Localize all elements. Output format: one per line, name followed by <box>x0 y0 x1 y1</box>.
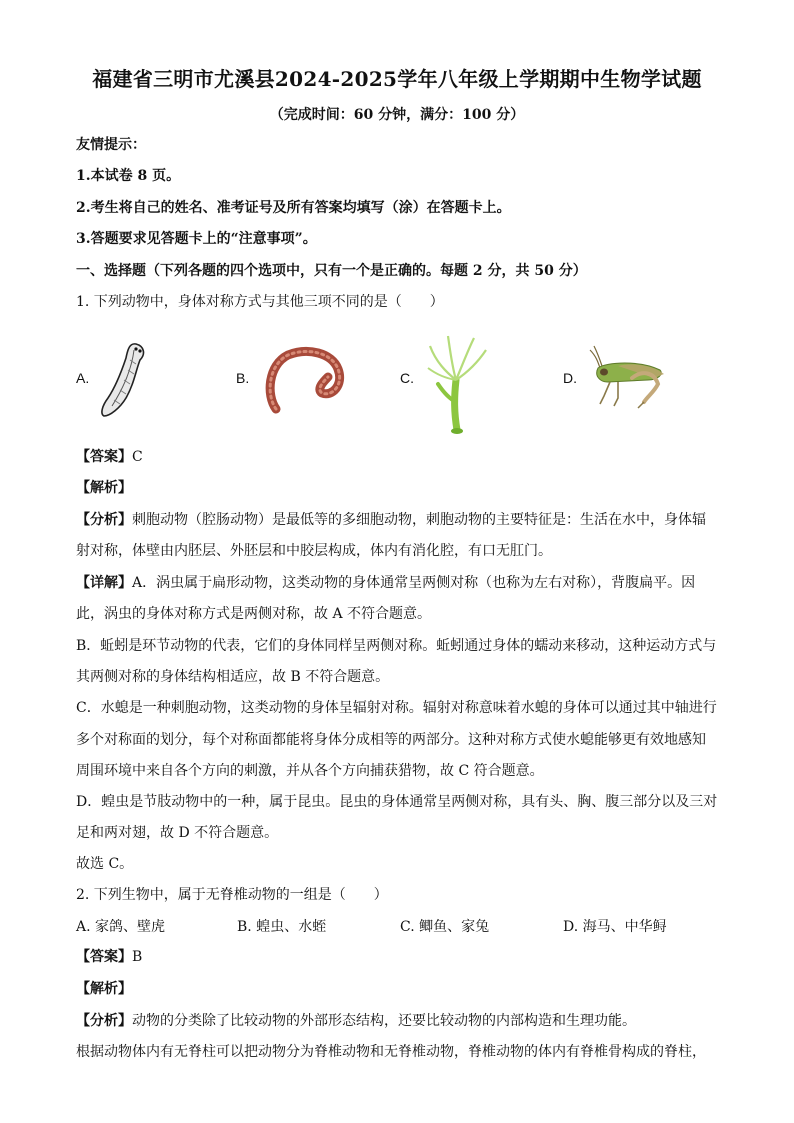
q1-fenxi-text-1: 刺胞动物（腔肠动物）是最低等的多细胞动物，刺胞动物的主要特征是：生活在水中，身体辐 <box>132 512 706 528</box>
q2-answer-value: B <box>132 949 143 965</box>
q2-fenxi-1 <box>76 1011 726 1031</box>
page-subtitle: （完成时间：60 分钟，满分：100 分） <box>269 107 525 123</box>
q2-option-b: B. 蝗虫、水蛭 <box>237 919 327 935</box>
q1-fenxi-2: 射对称，体壁由内胚层、外胚层和中胶层构成，体内有消化腔，有口无肛门。 <box>76 543 552 559</box>
q1-fenxi-1 <box>76 510 726 530</box>
q1-answer-value: C <box>132 449 143 465</box>
earthworm-image <box>262 345 352 417</box>
grasshopper-image <box>584 344 670 412</box>
q2-option-c: C. 鲫鱼、家兔 <box>400 919 490 935</box>
q2-analysis-tag: 【解析】 <box>76 981 132 997</box>
q2-stem: 2. 下列生物中，属于无脊椎动物的一组是（ ） <box>76 887 388 903</box>
answer-tag: 【答案】 <box>76 949 132 965</box>
q1-detail-b-2: 其两侧对称的身体结构相适应，故 B 不符合题意。 <box>76 669 390 685</box>
q2-fenxi-text-1: 动物的分类除了比较动物的外部形态结构，还要比较动物的内部构造和生理功能。 <box>132 1013 636 1029</box>
q1-option-d-label: D. <box>563 370 577 386</box>
q1-answer <box>76 447 726 467</box>
answer-tag: 【答案】 <box>76 449 132 465</box>
fenxi-tag: 【分析】 <box>76 512 132 528</box>
hydra-image <box>424 332 490 436</box>
tip-3: 3.答题要求见答题卡上的“注意事项”。 <box>76 231 317 247</box>
q2-option-d: D. 海马、中华鲟 <box>563 919 667 935</box>
tips-heading: 友情提示： <box>76 137 146 153</box>
q1-detail-b-1: B．蚯蚓是环节动物的代表，它们的身体同样呈两侧对称。蚯蚓通过身体的蠕动来移动，这种运动方式与 <box>76 638 717 654</box>
q2-line-2: 根据动物体内有无脊柱可以把动物分为脊椎动物和无脊椎动物，脊椎动物的体内有脊椎骨构成的脊柱， <box>76 1044 706 1060</box>
q1-detail-c-3: 周围环境中来自各个方向的刺激，并从各个方向捕获猎物，故 C 符合题意。 <box>76 763 544 779</box>
q1-detail-d-2: 足和两对翅，故 D 不符合题意。 <box>76 825 279 841</box>
planarian-image <box>96 340 156 420</box>
q2-options <box>0 916 794 936</box>
q1-option-b-label: B. <box>236 370 250 386</box>
q1-detail-c-1: C．水螅是一种刺胞动物，这类动物的身体呈辐射对称。辐射对称意味着水螅的身体可以通过其中轴进行 <box>76 700 717 716</box>
q1-stem: 1. 下列动物中，身体对称方式与其他三项不同的是（ ） <box>76 294 444 310</box>
detail-tag: 【详解】 <box>76 575 132 591</box>
q1-detail-a-text: A．涡虫属于扁形动物，这类动物的身体通常呈两侧对称（也称为左右对称），背腹扁平。因 <box>132 575 696 591</box>
q2-answer <box>76 947 726 967</box>
q1-detail-d-1: D．蝗虫是节肢动物中的一种，属于昆虫。昆虫的身体通常呈两侧对称，具有头、胸、腹三部分以及三对 <box>76 794 718 810</box>
q1-analysis-tag: 【解析】 <box>76 480 132 496</box>
page-title: 福建省三明市尤溪县2024-2025学年八年级上学期期中生物学试题 <box>92 67 702 91</box>
section-heading: 一、选择题（下列各题的四个选项中，只有一个是正确的。每题 2 分，共 50 分） <box>76 263 587 279</box>
q1-option-c-label: C. <box>400 370 414 386</box>
q1-option-a-label: A. <box>76 370 90 386</box>
q1-conclusion: 故选 C。 <box>76 856 134 872</box>
q1-detail-a-2: 此，涡虫的身体对称方式是两侧对称，故 A 不符合题意。 <box>76 606 432 622</box>
q1-detail-a-1 <box>76 573 726 593</box>
tip-2: 2.考生将自己的姓名、准考证号及所有答案均填写（涂）在答题卡上。 <box>76 200 511 216</box>
q1-detail-c-2: 多个对称面的划分，每个对称面都能将身体分成相等的两部分。这种对称方式使水螅能够更有效地感知 <box>76 732 706 748</box>
q2-option-a: A. 家鸽、壁虎 <box>76 919 166 935</box>
fenxi-tag: 【分析】 <box>76 1013 132 1029</box>
tip-1: 1.本试卷 8 页。 <box>76 168 181 184</box>
